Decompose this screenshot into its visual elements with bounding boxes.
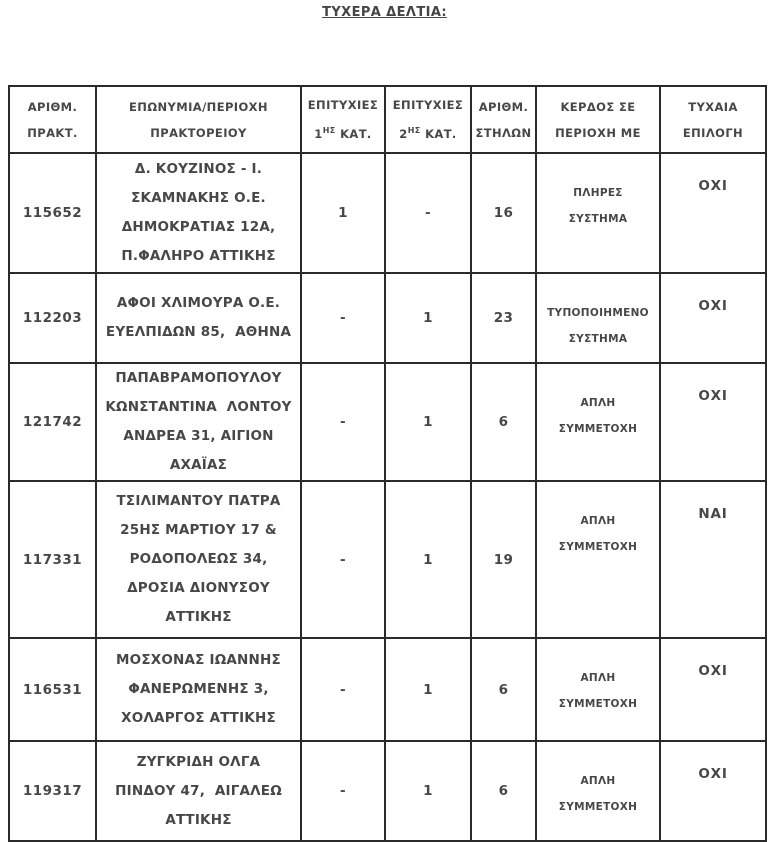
cell-successes-2nd: 1 (385, 363, 471, 481)
cell-win-type: ΠΛΗΡΕΣ ΣΥΣΤΗΜΑ (536, 153, 660, 273)
header-row (9, 86, 766, 153)
cell-successes-2nd: 1 (385, 741, 471, 841)
cell-successes-1st: - (301, 363, 385, 481)
cell-agency-name: ΑΦΟΙ ΧΛΙΜΟΥΡΑ Ο.Ε. ΕΥΕΛΠΙΔΩΝ 85, ΑΘΗΝΑ (96, 273, 301, 363)
cell-successes-2nd: 1 (385, 638, 471, 741)
cell-successes-2nd: 1 (385, 481, 471, 638)
page-title: ΤΥΧΕΡΑ ΔΕΛΤΙΑ: (322, 5, 447, 20)
cell-random-selection: ΟΧΙ (660, 741, 766, 841)
cell-win-type: ΑΠΛΗ ΣΥΜΜΕΤΟΧΗ (536, 363, 660, 481)
table-row (9, 638, 766, 741)
col-header-agency-number: ΑΡΙΘΜ. ΠΡΑΚΤ. (9, 86, 96, 153)
cell-win-type: ΤΥΠΟΠΟΙΗΜΕΝΟ ΣΥΣΤΗΜΑ (536, 273, 660, 363)
cell-agency-number: 115652 (9, 153, 96, 273)
cell-agency-name: ΜΟΣΧΟΝΑΣ ΙΩΑΝΝΗΣ ΦΑΝΕΡΩΜΕΝΗΣ 3, ΧΟΛΑΡΓΟΣ ΑΤΤΙΚΗΣ (96, 638, 301, 741)
col-header-agency-name-area: ΕΠΩΝΥΜΙΑ/ΠΕΡΙΟΧΗ ΠΡΑΚΤΟΡΕΙΟΥ (96, 86, 301, 153)
cell-random-selection: ΝΑΙ (660, 481, 766, 638)
cell-successes-1st: - (301, 273, 385, 363)
cell-win-type: ΑΠΛΗ ΣΥΜΜΕΤΟΧΗ (536, 481, 660, 638)
table-row (9, 363, 766, 481)
cell-agency-number: 119317 (9, 741, 96, 841)
cell-win-type: ΑΠΛΗ ΣΥΜΜΕΤΟΧΗ (536, 741, 660, 841)
col-header-successes-2nd-cat: ΕΠΙΤΥΧΙΕΣ $2^{H\Sigma}$ ΚΑΤ. (385, 86, 471, 153)
col-header-win-in-area-with: ΚΕΡΔΟΣ ΣΕ ΠΕΡΙΟΧΗ ΜΕ (536, 86, 660, 153)
col-header-random-selection: ΤΥΧΑΙΑ ΕΠΙΛΟΓΗ (660, 86, 766, 153)
cell-successes-1st: - (301, 481, 385, 638)
cell-agency-number: 116531 (9, 638, 96, 741)
cell-agency-name: ΖΥΓΚΡΙΔΗ ΟΛΓΑ ΠΙΝΔΟΥ 47, ΑΙΓΑΛΕΩ ΑΤΤΙΚΗΣ (96, 741, 301, 841)
cell-successes-1st: - (301, 741, 385, 841)
cell-random-selection: ΟΧΙ (660, 638, 766, 741)
cell-successes-2nd: 1 (385, 273, 471, 363)
cell-columns-count: 6 (471, 638, 536, 741)
cell-agency-name: ΠΑΠΑΒΡΑΜΟΠΟΥΛΟΥ ΚΩΝΣΤΑΝΤΙΝΑ ΛΟΝΤΟΥ ΑΝΔΡΕΑ 31, ΑΙΓΙΟΝ ΑΧΑΪΑΣ (96, 363, 301, 481)
cell-agency-number: 121742 (9, 363, 96, 481)
table-row (9, 481, 766, 638)
cell-successes-2nd: - (385, 153, 471, 273)
cell-random-selection: ΟΧΙ (660, 363, 766, 481)
cell-columns-count: 6 (471, 741, 536, 841)
cell-agency-number: 112203 (9, 273, 96, 363)
cell-columns-count: 6 (471, 363, 536, 481)
cell-agency-name: Δ. ΚΟΥΖΙΝΟΣ - Ι. ΣΚΑΜΝΑΚΗΣ Ο.Ε. ΔΗΜΟΚΡΑΤΙΑΣ 12Α, Π.ΦΑΛΗΡΟ ΑΤΤΙΚΗΣ (96, 153, 301, 273)
table-row (9, 153, 766, 273)
cell-win-type: ΑΠΛΗ ΣΥΜΜΕΤΟΧΗ (536, 638, 660, 741)
cell-agency-number: 117331 (9, 481, 96, 638)
cell-random-selection: ΟΧΙ (660, 273, 766, 363)
cell-columns-count: 19 (471, 481, 536, 638)
cell-columns-count: 16 (471, 153, 536, 273)
col-header-successes-1st-cat: ΕΠΙΤΥΧΙΕΣ $1^{H\Sigma}$ ΚΑΤ. (301, 86, 385, 153)
cell-random-selection: ΟΧΙ (660, 153, 766, 273)
cell-agency-name: ΤΣΙΛΙΜΑΝΤΟΥ ΠΑΤΡΑ 25ΗΣ ΜΑΡΤΙΟΥ 17 & ΡΟΔΟΠΟΛΕΩΣ 34, ΔΡΟΣΙΑ ΔΙΟΝΥΣΟΥ ΑΤΤΙΚΗΣ (96, 481, 301, 638)
table-row (9, 741, 766, 841)
col-header-columns-count: ΑΡΙΘΜ. ΣΤΗΛΩΝ (471, 86, 536, 153)
table-row (9, 273, 766, 363)
cell-successes-1st: - (301, 638, 385, 741)
cell-successes-1st: 1 (301, 153, 385, 273)
cell-columns-count: 23 (471, 273, 536, 363)
lucky-tickets-table (8, 85, 767, 842)
